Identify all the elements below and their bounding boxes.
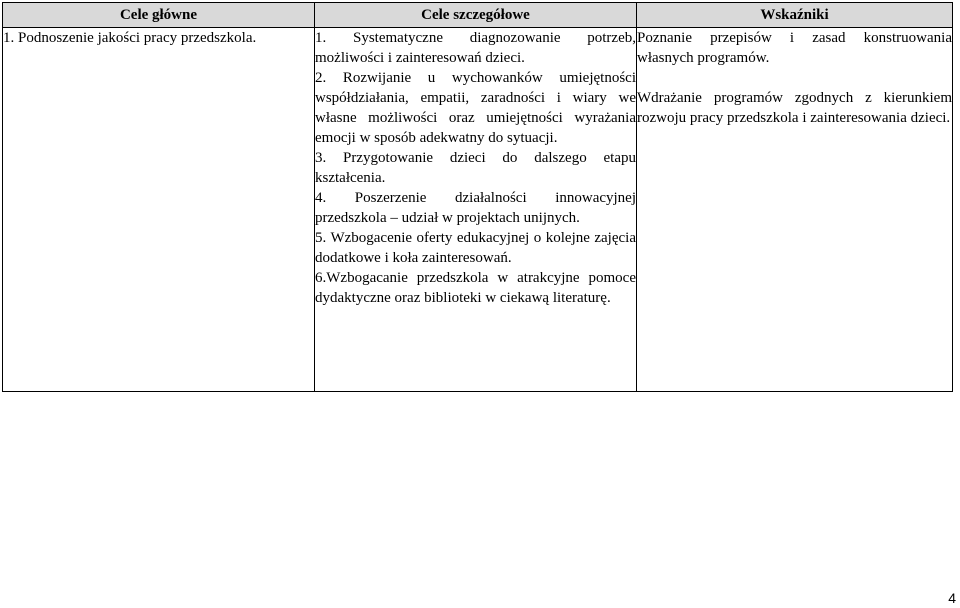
indicators-cell (637, 28, 953, 392)
indicator-spacer (637, 68, 952, 88)
page-number: 4 (948, 590, 956, 606)
specific-goal-item: 4. Poszerzenie działalności innowacyjnej przedszkola – udział w projektach unijnych. (315, 190, 636, 226)
table-row (3, 28, 953, 392)
header-indicators: Wskaźniki (637, 3, 953, 28)
specific-goal-item: 3. Przygotowanie dzieci do dalszego etapu kształcenia. (315, 150, 636, 186)
indicator-item: Poznanie przepisów i zasad konstruowania własnych programów. (637, 30, 952, 66)
specific-goal-item: 2. Rozwijanie u wychowanków umiejętności współdziałania, empatii, zaradności i wiary we własne możliwości oraz umiejętności wyrażania emocji w sposób adekwatny do sytuacji. (315, 70, 636, 146)
header-specific-goals: Cele szczegółowe (315, 3, 637, 28)
indicator-item: Wdrażanie programów zgodnych z kierunkiem rozwoju pracy przedszkola i zainteresowania dzieci. (637, 90, 952, 126)
specific-goal-item: 5. Wzbogacenie oferty edukacyjnej o kolejne zajęcia dodatkowe i koła zainteresowań. (315, 230, 636, 266)
specific-goal-item: 1. Systematyczne diagnozowanie potrzeb, możliwości i zainteresowań dzieci. (315, 30, 636, 66)
specific-goals-cell (315, 28, 637, 392)
table-header-row (3, 3, 953, 28)
header-main-goals: Cele główne (3, 3, 315, 28)
main-goal-cell (3, 28, 315, 392)
specific-goal-item: 6.Wzbogacanie przedszkola w atrakcyjne pomoce dydaktyczne oraz biblioteki w ciekawą literaturę. (315, 270, 636, 306)
goals-table (2, 2, 953, 392)
main-goal-text: 1. Podnoszenie jakości pracy przedszkola. (3, 30, 257, 46)
